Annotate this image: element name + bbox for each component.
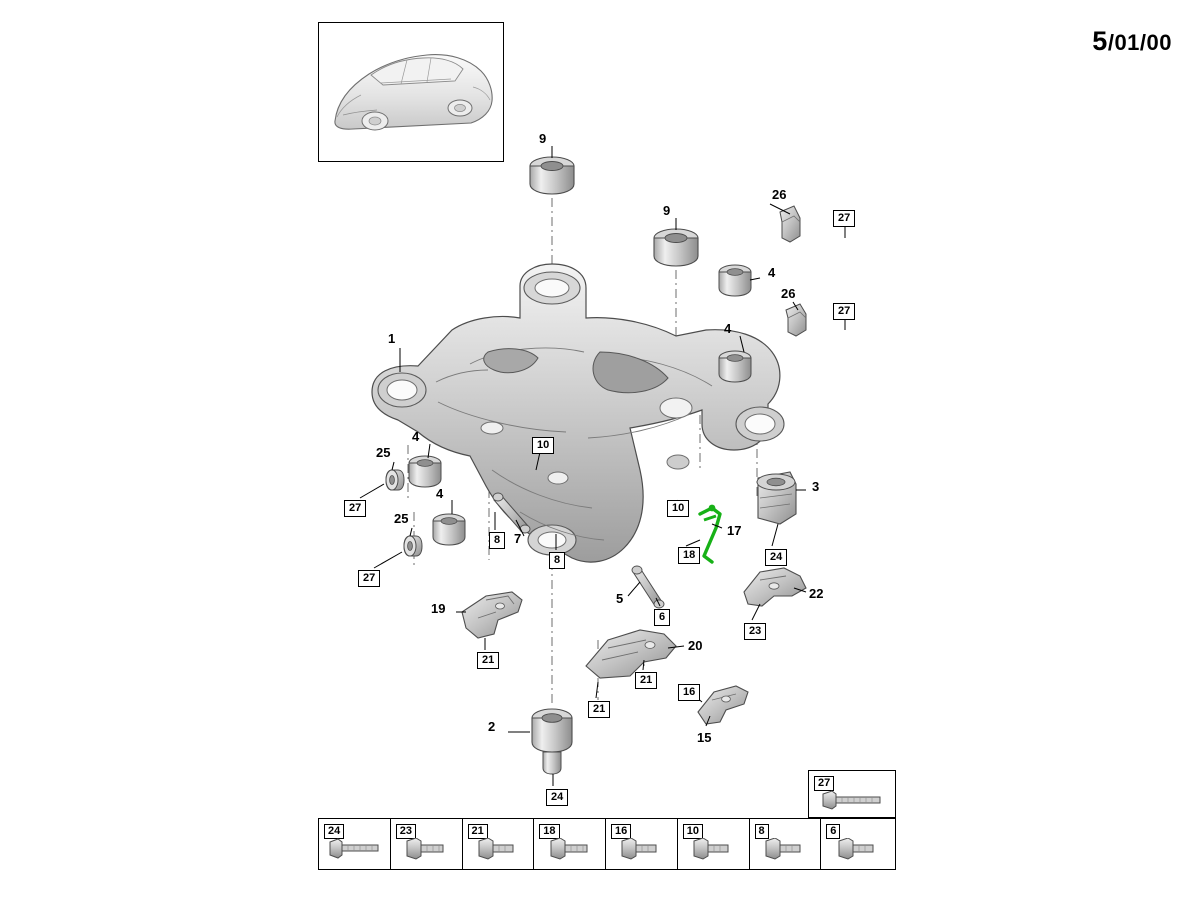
legend-number-23: 23	[396, 824, 416, 839]
legend-number-6: 6	[826, 824, 840, 839]
part-4d-bush	[433, 514, 465, 545]
legend-cell-6[interactable]	[821, 819, 895, 869]
boxed-callout-10a: 10	[532, 437, 554, 454]
part-25a-washer	[386, 470, 404, 490]
part-15-bracket	[698, 686, 748, 724]
part-26a-clamp	[780, 206, 800, 242]
boxed-callout-24b: 24	[546, 789, 568, 806]
callout-9a: 9	[539, 131, 547, 146]
subframe-hole-10a	[481, 422, 503, 434]
subframe-lower-bore	[538, 532, 566, 548]
boxed-callout-10b: 10	[667, 500, 689, 517]
callout-2: 2	[488, 719, 496, 734]
boxed-callout-27d: 27	[358, 570, 380, 587]
hex-flange-bolt-icon	[763, 838, 807, 864]
boxed-callout-27b: 27	[833, 303, 855, 320]
boxed-callout-21b: 21	[588, 701, 610, 718]
callout-4b: 4	[724, 321, 732, 336]
legend-cell-24[interactable]	[319, 819, 391, 869]
boxed-callout-23: 23	[744, 623, 766, 640]
subframe-hole-10b	[667, 455, 689, 469]
callout-25a: 25	[376, 445, 391, 460]
hex-flange-bolt-icon	[548, 838, 592, 864]
callout-19: 19	[431, 601, 446, 616]
callout-20: 20	[688, 638, 703, 653]
callout-26a: 26	[772, 187, 787, 202]
part-9a-rubber-mount	[530, 157, 574, 194]
part-4c-bush	[409, 456, 441, 487]
legend-number-21: 21	[468, 824, 488, 839]
boxed-callout-27c: 27	[344, 500, 366, 517]
boxed-callout-21a: 21	[477, 652, 499, 669]
part-2-mount	[532, 709, 572, 774]
legend-number-8: 8	[755, 824, 769, 839]
callout-9b: 9	[663, 203, 671, 218]
page-number-sub: /01/00	[1107, 30, 1172, 55]
legend-number-18: 18	[539, 824, 559, 839]
legend-strip-bottom	[318, 818, 896, 870]
hex-flange-bolt-icon	[691, 838, 735, 864]
page-number-main: 5	[1092, 26, 1108, 56]
callout-4d: 4	[436, 486, 444, 501]
callout-22: 22	[809, 586, 824, 601]
boxed-callout-8b: 8	[549, 552, 565, 569]
part-4a-bush	[719, 265, 751, 296]
callout-7: 7	[514, 531, 522, 546]
part-5-link	[632, 566, 664, 608]
rear-axle-subframe	[372, 264, 784, 562]
boxed-callout-6: 6	[654, 609, 670, 626]
legend-number-24: 24	[324, 824, 344, 839]
part-26b-clamp	[786, 304, 806, 336]
boxed-callout-18: 18	[678, 547, 700, 564]
legend-cell-16[interactable]	[606, 819, 678, 869]
legend-cell-10[interactable]	[678, 819, 750, 869]
boxed-callout-16: 16	[678, 684, 700, 701]
callout-5: 5	[616, 591, 624, 606]
part-20-heat-shield	[586, 630, 676, 678]
callout-25b: 25	[394, 511, 409, 526]
boxed-callout-27a: 27	[833, 210, 855, 227]
legend-cell-21[interactable]	[463, 819, 535, 869]
callout-1: 1	[388, 331, 396, 346]
hex-flange-bolt-icon	[836, 838, 880, 864]
legend-cell-23[interactable]	[391, 819, 463, 869]
part-9b-rubber-mount	[654, 229, 698, 266]
part-22-bracket	[744, 568, 806, 606]
part-4b-bush	[719, 351, 751, 382]
legend-strip-top	[808, 770, 896, 818]
part-19-bracket	[462, 592, 522, 638]
subframe-top-bore	[535, 279, 569, 297]
subframe-hole-8b	[548, 472, 568, 484]
subframe-right-bush-bore	[745, 414, 775, 434]
legend-cell-27[interactable]	[809, 771, 895, 817]
part-3-mount	[757, 472, 796, 524]
boxed-callout-8a: 8	[489, 532, 505, 549]
callout-15: 15	[697, 730, 712, 745]
boxed-callout-21c: 21	[635, 672, 657, 689]
boxed-callout-24a: 24	[765, 549, 787, 566]
callout-17: 17	[727, 523, 742, 538]
callout-26b: 26	[781, 286, 796, 301]
long-hex-flange-bolt-icon	[820, 788, 884, 812]
callout-4c: 4	[412, 429, 420, 444]
legend-cell-8[interactable]	[750, 819, 822, 869]
part-25b-washer	[404, 536, 422, 556]
hex-flange-bolt-icon	[476, 838, 520, 864]
part-17-highlighted-line	[700, 505, 720, 562]
subframe-left-bush-bore	[387, 380, 417, 400]
long-hex-flange-bolt-icon	[327, 838, 381, 864]
legend-cell-18[interactable]	[534, 819, 606, 869]
legend-number-10: 10	[683, 824, 703, 839]
callout-3: 3	[812, 479, 820, 494]
legend-number-16: 16	[611, 824, 631, 839]
hex-flange-bolt-icon	[404, 838, 448, 864]
hex-flange-bolt-icon	[619, 838, 663, 864]
legend-number-27: 27	[814, 776, 834, 791]
callout-4a: 4	[768, 265, 776, 280]
